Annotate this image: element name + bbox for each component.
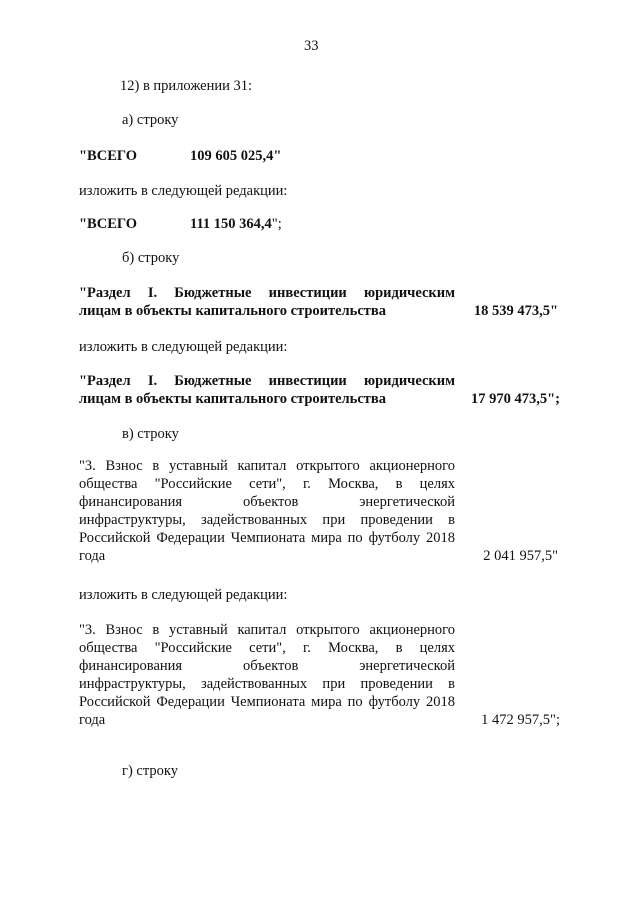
subitem-b-intro: б) строку: [122, 250, 180, 266]
subitem-a-old-label: "ВСЕГО: [79, 148, 138, 164]
subitem-b-old-value: 18 539 473,5": [473, 303, 558, 319]
subitem-c-new-value: 1 472 957,5";: [481, 712, 560, 728]
subitem-a-restate: изложить в следующей редакции:: [79, 183, 288, 199]
subitem-c-new-last-line: года: [79, 712, 106, 728]
subitem-b-new-line1: "Раздел I. Бюджетные инвестиции юридическим: [79, 373, 455, 389]
subitem-b-old-line2: лицам в объекты капитального строительства: [79, 303, 386, 319]
subitem-c-new-line: общества "Российские сети", г. Москва, в целях: [79, 640, 455, 656]
subitem-c-old-line: финансирования объектов энергетической: [79, 494, 455, 510]
subitem-a-intro: а) строку: [122, 112, 179, 128]
subitem-c-new-line: инфраструктуры, задействованных при проведении в: [79, 676, 455, 692]
subitem-a-new-value: [190, 216, 282, 233]
subitem-c-old-line: инфраструктуры, задействованных при проведении в: [79, 512, 455, 528]
a-new-value-number: 111 150 364,4: [190, 216, 272, 232]
subitem-c-old-value: 2 041 957,5": [483, 548, 558, 564]
item-12-heading: 12) в приложении 31:: [120, 78, 253, 94]
subitem-c-new-line: Российской Федерации Чемпионата мира по футболу 2018: [79, 694, 455, 710]
subitem-b-restate: изложить в следующей редакции:: [79, 339, 288, 355]
subitem-c-intro: в) строку: [122, 426, 179, 442]
subitem-c-restate: изложить в следующей редакции:: [79, 587, 288, 603]
page-number: 33: [304, 38, 319, 54]
subitem-c-old-line: "3. Взнос в уставный капитал открытого акционерного: [79, 458, 455, 474]
subitem-b-new-value: 17 970 473,5";: [470, 391, 560, 407]
subitem-b-old-line1: "Раздел I. Бюджетные инвестиции юридическим: [79, 285, 455, 301]
subitem-d-intro: г) строку: [122, 763, 178, 779]
subitem-c-old-line: общества "Российские сети", г. Москва, в целях: [79, 476, 455, 492]
subitem-c-new-line: "3. Взнос в уставный капитал открытого акционерного: [79, 622, 455, 638]
subitem-a-new-label: "ВСЕГО: [79, 216, 138, 232]
a-new-value-punctuation: ";: [271, 216, 282, 232]
subitem-c-old-line: Российской Федерации Чемпионата мира по футболу 2018: [79, 530, 455, 546]
subitem-b-new-line2: лицам в объекты капитального строительства: [79, 391, 386, 407]
subitem-c-old-last-line: года: [79, 548, 106, 564]
subitem-c-new-line: финансирования объектов энергетической: [79, 658, 455, 674]
subitem-a-old-value: 109 605 025,4": [190, 148, 282, 164]
